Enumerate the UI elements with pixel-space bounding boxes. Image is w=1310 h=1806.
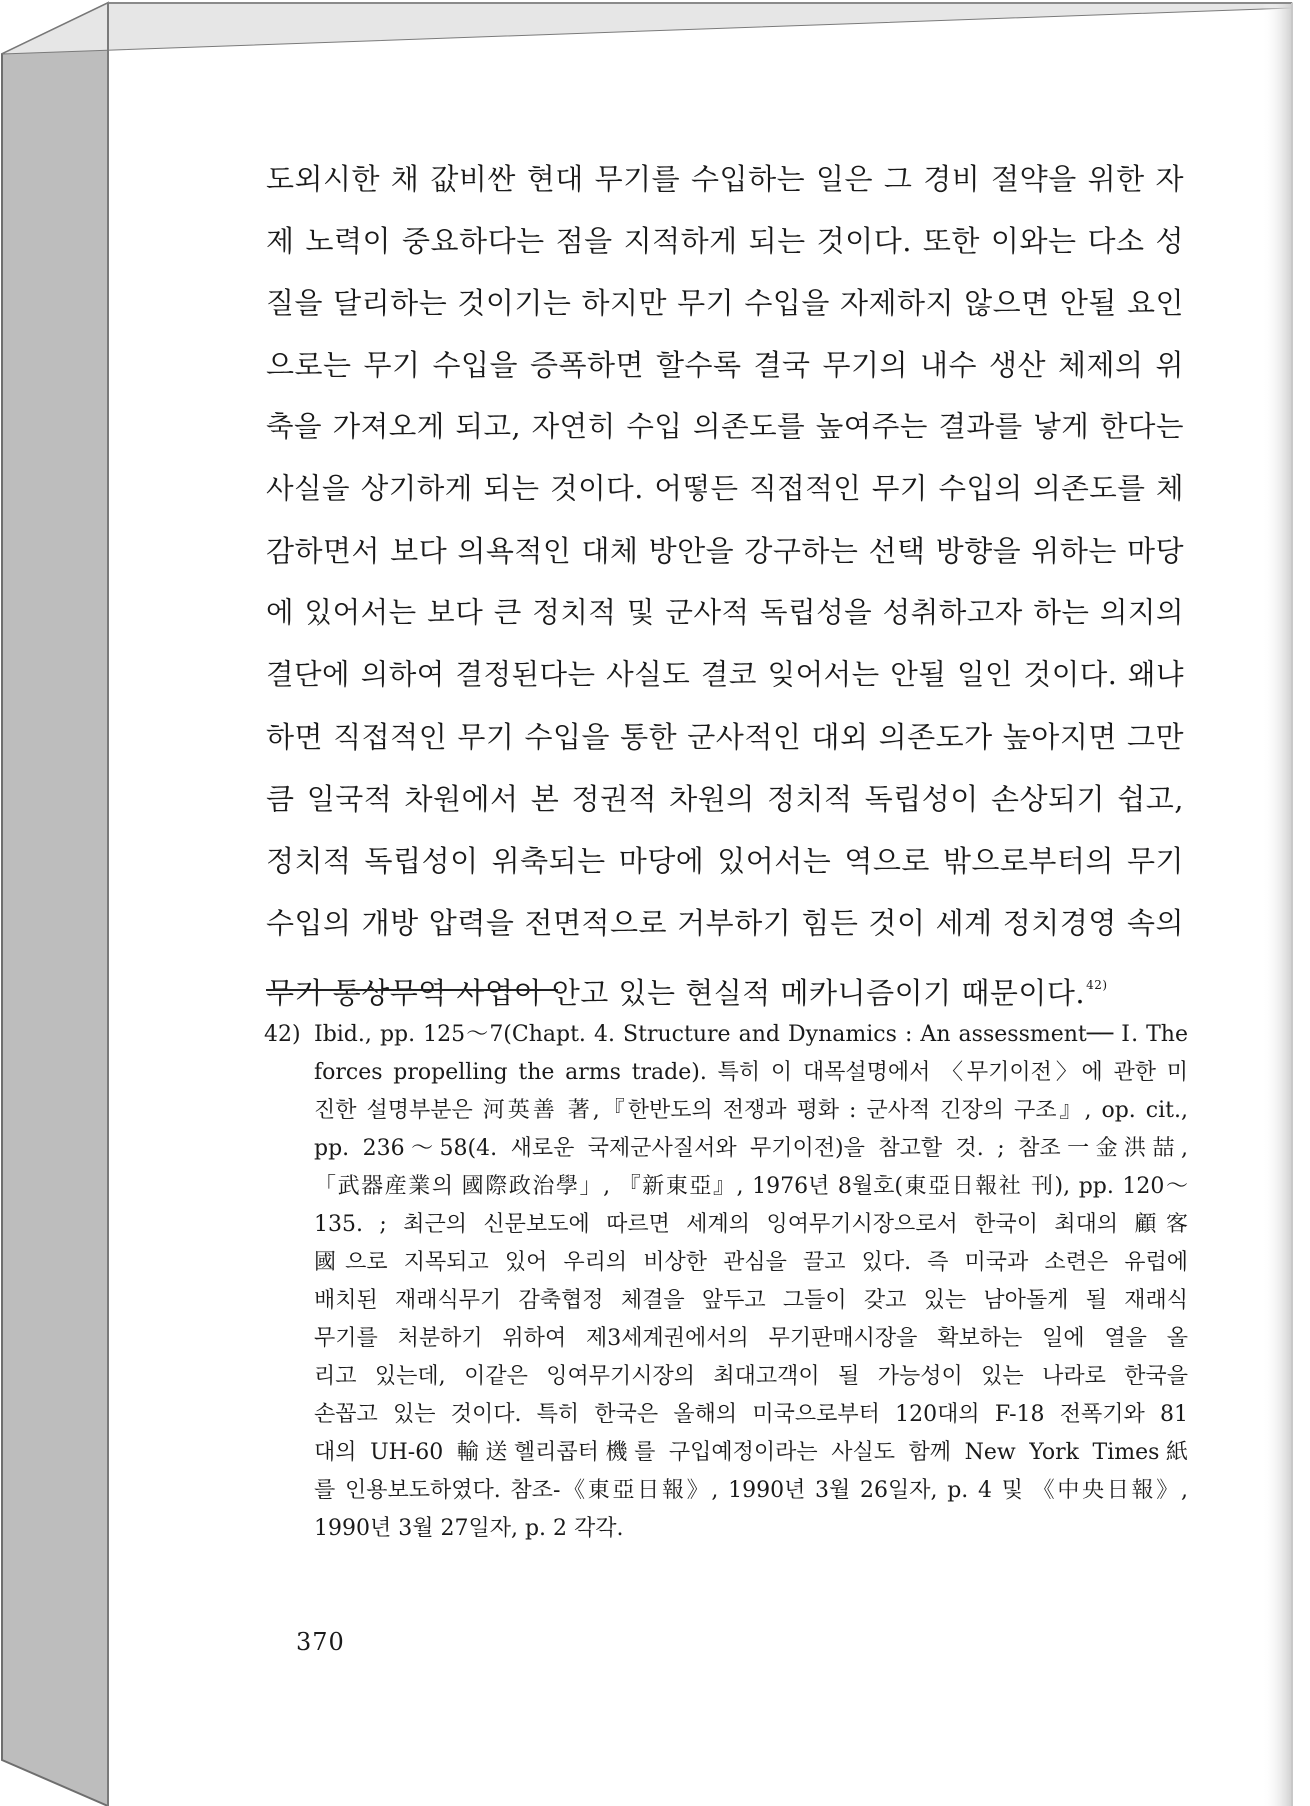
body-line: 정치적 독립성이 위축되는 마당에 있어서는 역으로 밖으로부터의 무기	[266, 844, 1184, 878]
body-line: 축을 가져오게 되고, 자연히 수입 의존도를 높여주는 결과를 낳게 한다는	[266, 410, 1184, 443]
footnote-separator	[266, 989, 558, 991]
body-line: 제 노력이 중요하다는 점을 지적하게 되는 것이다. 또한 이와는 다소 성	[266, 224, 1184, 258]
page-right-shade	[1262, 4, 1292, 1806]
footnote-line: 1990년 3월 27일자, p. 2 각각.	[314, 1516, 624, 1541]
footnote-number: 42)	[264, 1022, 301, 1047]
body-line: 수입의 개방 압력을 전면적으로 거부하기 힘든 것이 세계 정치경영 속의	[266, 906, 1184, 940]
footnote-line: 國으로 지목되고 있어 우리의 비상한 관심을 끌고 있다. 즉 미국과 소련은 유럽에	[314, 1250, 1188, 1275]
body-line: 에 있어서는 보다 큰 정치적 및 군사적 독립성을 성취하고자 하는 의지의	[266, 596, 1184, 629]
body-line: 결단에 의하여 결정된다는 사실도 결코 잊어서는 안될 일인 것이다. 왜냐	[266, 658, 1184, 691]
book-top-edge	[2, 3, 1292, 54]
body-line: 사실을 상기하게 되는 것이다. 어떻든 직접적인 무기 수입의 의존도를 체	[266, 472, 1184, 505]
footnote-body	[314, 1016, 1188, 1548]
body-line: 도외시한 채 값비싼 현대 무기를 수입하는 일은 그 경비 절약을 위한 자	[266, 162, 1184, 196]
footnote	[264, 1016, 1188, 1548]
body-line: 질을 달리하는 것이기는 하지만 무기 수입을 자제하지 않으면 안될 요인	[266, 286, 1184, 320]
page-number: 370	[296, 1628, 345, 1656]
footnote-line: 배치된 재래식무기 감축협정 체결을 앞두고 그들이 갖고 있는 남아돌게 될 재래식	[314, 1288, 1188, 1313]
footnote-line: 를 인용보도하였다. 참조-《東亞日報》, 1990년 3월 26일자, p. 4 및 《中央日報》,	[314, 1478, 1188, 1503]
footnote-line: 진한 설명부분은 河英善 著,『한반도의 전쟁과 평화 : 군사적 긴장의 구조』, op. cit.,	[314, 1098, 1188, 1123]
footnote-line: pp. 236～58(4. 새로운 국제군사질서와 무기이전)을 참고할 것. ; 참조一金洪喆,	[314, 1136, 1188, 1161]
footnote-line: 리고 있는데, 이같은 잉여무기시장의 최대고객이 될 가능성이 있는 나라로 한국을	[314, 1364, 1188, 1389]
footnote-line: 무기를 처분하기 위하여 제3세계권에서의 무기판매시장을 확보하는 일에 열을 올	[314, 1326, 1188, 1351]
body-line: 으로는 무기 수입을 증폭하면 할수록 결국 무기의 내수 생산 체제의 위	[266, 348, 1184, 382]
footnote-reference[interactable]: 42)	[1086, 978, 1108, 992]
footnote-line: 대의 UH-60 輸送헬리콥터機를 구입예정이라는 사실도 함께 New York Times紙	[314, 1440, 1188, 1465]
footnote-line: 손꼽고 있는 것이다. 특히 한국은 올해의 미국으로부터 120대의 F-18 전폭기와 81	[314, 1402, 1188, 1427]
footnote-line: Ibid., pp. 125～7(Chapt. 4. Structure and Dynamics : An assessment── Ⅰ. The	[314, 1022, 1188, 1047]
book-spine	[2, 3, 108, 1806]
body-line: 하면 직접적인 무기 수입을 통한 군사적인 대외 의존도가 높아지면 그만	[266, 720, 1184, 754]
footnote-line: 「武器産業의 國際政治學」, 『新東亞』, 1976년 8월호(東亞日報社 刊), pp. 120～	[314, 1174, 1188, 1199]
body-line: 감하면서 보다 의욕적인 대체 방안을 강구하는 선택 방향을 위하는 마당	[266, 534, 1184, 568]
body-text	[266, 148, 1184, 1024]
footnote-line: forces propelling the arms trade). 특히 이 대목설명에서 〈무기이전〉에 관한 미	[314, 1060, 1188, 1085]
body-line: 큼 일국적 차원에서 본 정권적 차원의 정치적 독립성이 손상되기 쉽고,	[266, 782, 1184, 816]
footnote-line: 135. ; 최근의 신문보도에 따르면 세계의 잉여무기시장으로서 한국이 최대의 顧客	[314, 1212, 1188, 1237]
body-line-text: 무기 통상무역 사업이 안고 있는 현실적 메카니즘이기 때문이다.	[266, 976, 1086, 1010]
